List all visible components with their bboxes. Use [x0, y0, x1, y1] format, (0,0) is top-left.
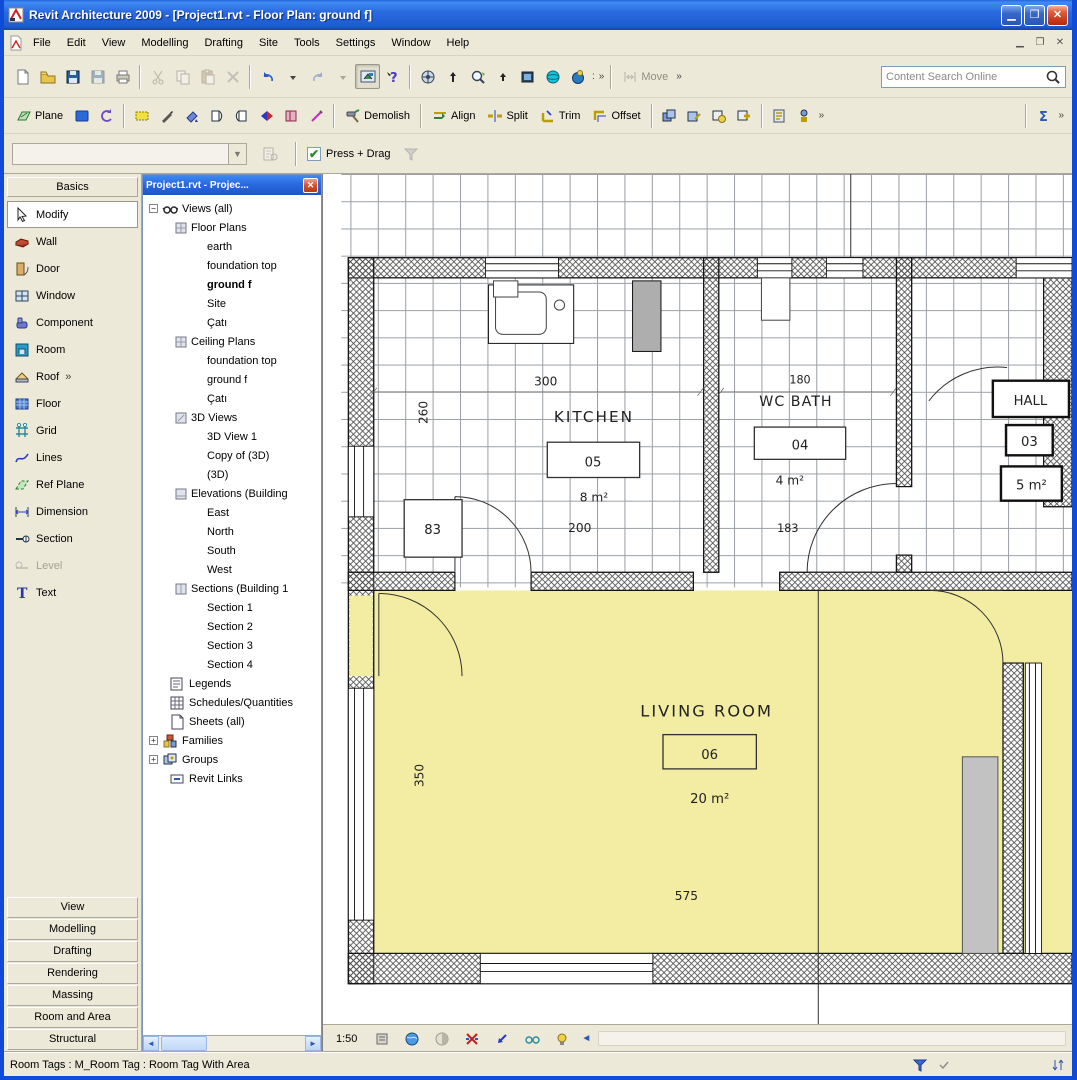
menu-window[interactable]: Window	[391, 36, 431, 49]
tree-item-section-4[interactable]: Section 4	[207, 658, 253, 671]
tree-item-sections[interactable]: Sections (Building 1	[145, 579, 321, 598]
designbar-tab-massing[interactable]: Massing	[7, 985, 138, 1006]
menu-file[interactable]: File	[33, 36, 51, 49]
designbar-item-lines[interactable]: Lines	[7, 444, 138, 471]
dim-wc-top: 180	[789, 373, 811, 387]
expand-icon[interactable]: +	[149, 755, 158, 764]
tree-item-schedules[interactable]: Schedules/Quantities	[145, 693, 321, 712]
element-properties-button[interactable]	[255, 142, 285, 166]
designbar-tab-drafting[interactable]: Drafting	[7, 941, 138, 962]
steering-wheel-button[interactable]	[415, 64, 440, 89]
tree-item-ceiling-ground-f[interactable]: ground f	[207, 373, 248, 386]
selection-box-button[interactable]	[129, 103, 154, 128]
crop-view-icon[interactable]	[459, 1026, 484, 1051]
schedule-icon	[169, 695, 185, 711]
room-area-living: 20 m²	[690, 792, 730, 808]
camera-view-button[interactable]	[565, 64, 590, 89]
split-button[interactable]: Split	[506, 109, 528, 122]
viewbar-scroll-left-icon[interactable]: ◄	[581, 1033, 592, 1044]
edit-toolbar	[4, 98, 1072, 134]
room-area-kitchen: 8 m²	[579, 490, 609, 505]
delete-button[interactable]	[220, 64, 245, 89]
project-browser-title: Project1.rvt - Projec...	[146, 179, 249, 191]
paint-button[interactable]	[179, 103, 204, 128]
text-icon	[14, 585, 30, 601]
modify-cursor-icon	[14, 207, 30, 223]
tree-item-families[interactable]: + Families	[145, 731, 321, 750]
align-button[interactable]: Align	[426, 103, 481, 128]
tree-item-ground-f[interactable]: ground f	[207, 278, 252, 291]
undo-dropdown[interactable]	[280, 64, 305, 89]
move-button[interactable]: Move	[616, 64, 674, 89]
floor-icon	[14, 396, 30, 412]
designbar-tab-rendering[interactable]: Rendering	[7, 963, 138, 984]
legends-icon	[169, 676, 185, 692]
filter-clear-icon[interactable]	[938, 1059, 950, 1071]
level-icon	[14, 558, 30, 574]
print-button[interactable]	[110, 64, 135, 89]
title-bar	[4, 0, 1072, 30]
join-geometry-button[interactable]	[229, 103, 254, 128]
toolbar-overflow-colon: :	[592, 71, 595, 82]
view-type-icon	[175, 488, 187, 500]
new-button[interactable]	[10, 64, 35, 89]
floor-plan-view[interactable]	[323, 174, 1072, 1024]
design-options-picker[interactable]	[1031, 103, 1056, 128]
dimension-icon	[14, 504, 30, 520]
move-overflow-chevron[interactable]: »	[676, 71, 682, 82]
tree-item-sheets[interactable]: Sheets (all)	[145, 712, 321, 731]
cut-button[interactable]	[145, 64, 170, 89]
section-box-button[interactable]	[515, 64, 540, 89]
search-icon[interactable]	[1045, 69, 1061, 85]
menu-help[interactable]: Help	[446, 36, 470, 49]
room-tag-living-number[interactable]: 06	[701, 747, 719, 763]
view-control-bar	[323, 1024, 1072, 1052]
component-icon	[14, 315, 30, 331]
tree-item-earth[interactable]: earth	[207, 240, 233, 253]
views-icon	[162, 201, 178, 217]
tree-item-copy-of-3d[interactable]: Copy of (3D)	[207, 449, 270, 462]
kitchen-sink	[496, 292, 547, 334]
zoom-button[interactable]	[465, 64, 490, 89]
wall-joins-button[interactable]	[254, 103, 279, 128]
reveal-hidden-elements-icon[interactable]	[549, 1026, 574, 1051]
shadows-icon[interactable]	[429, 1026, 454, 1051]
create-group-button[interactable]	[657, 103, 682, 128]
tree-item-3d[interactable]: (3D)	[207, 468, 229, 481]
room-label-living-room[interactable]: LIVING ROOM	[640, 701, 773, 721]
svg-text:T: T	[17, 585, 28, 601]
sheet-icon	[169, 714, 185, 730]
designbar-item-text[interactable]: T Text	[7, 579, 138, 606]
floor-plan-svg	[323, 174, 1072, 1024]
edit-overflow-chevron[interactable]: »	[818, 110, 825, 121]
tree-item-3d-views[interactable]: 3D Views	[145, 408, 321, 427]
redo-button[interactable]	[305, 64, 330, 89]
option-set-button[interactable]	[792, 103, 817, 128]
scale-button[interactable]: 1:50	[336, 1032, 358, 1045]
right-overflow-chevron[interactable]: »	[1058, 110, 1064, 121]
designbar-item-dimension[interactable]: Dimension	[7, 498, 138, 525]
document-icon	[8, 35, 24, 51]
filter-icon[interactable]	[912, 1057, 928, 1073]
designbar-item-grid[interactable]: Grid	[7, 417, 138, 444]
menu-modelling[interactable]: Modelling	[141, 36, 189, 49]
scrollbar-thumb[interactable]	[161, 1036, 207, 1051]
svg-text:?: ?	[389, 70, 398, 85]
menu-tools[interactable]: Tools	[293, 36, 320, 49]
grid-icon	[14, 423, 30, 439]
open-button[interactable]	[35, 64, 60, 89]
view-type-icon	[175, 583, 187, 595]
detail-level-icon[interactable]	[369, 1026, 394, 1051]
mdi-window-buttons	[1012, 37, 1068, 48]
menu-view[interactable]: View	[101, 36, 126, 49]
groups-icon	[162, 752, 178, 768]
tree-item-north[interactable]: North	[207, 525, 234, 538]
zoom-dropdown[interactable]	[490, 64, 515, 89]
filter-selection-button[interactable]	[399, 141, 424, 166]
project-browser-titlebar[interactable]	[143, 175, 321, 195]
dim-kitchen-bottom: 200	[568, 520, 592, 535]
designbar-item-ref-plane[interactable]: Ref Plane	[7, 471, 138, 498]
wall-icon	[14, 234, 30, 250]
tree-item-views-all[interactable]: − Views (all)	[145, 199, 321, 218]
column	[633, 281, 661, 352]
menu-drafting[interactable]: Drafting	[204, 36, 243, 49]
design-bar	[4, 174, 142, 1052]
svg-text:Σ: Σ	[1038, 109, 1048, 124]
scroll-right-icon[interactable]: ►	[305, 1036, 321, 1051]
tree-item-cati[interactable]: Çatı	[207, 316, 228, 329]
main-area	[4, 174, 1072, 1052]
roof-icon	[14, 369, 30, 385]
room-label-kitchen[interactable]: KITCHEN	[553, 408, 635, 427]
designbar-tab-view[interactable]: View	[7, 897, 138, 918]
mdi-restore-icon[interactable]: ❐	[1035, 37, 1045, 48]
designbar-header-basics[interactable]: Basics	[7, 177, 138, 197]
designbar-item-floor[interactable]: Floor	[7, 390, 138, 417]
load-group-button[interactable]	[732, 103, 757, 128]
dim-living-side: 350	[412, 763, 427, 788]
room-tag-wc-number[interactable]: 04	[791, 438, 809, 454]
show-crop-region-icon[interactable]	[489, 1026, 514, 1051]
designbar-item-window[interactable]: Window	[7, 282, 138, 309]
window-icon	[14, 288, 30, 304]
view-type-icon	[175, 412, 187, 424]
designbar-tab-structural[interactable]: Structural	[7, 1029, 138, 1050]
tree-item-3d-view-1[interactable]: 3D View 1	[207, 430, 257, 443]
browser-horizontal-scrollbar[interactable]	[143, 1035, 321, 1051]
room-icon	[14, 342, 30, 358]
default-3d-view-button[interactable]	[355, 64, 380, 89]
designbar-item-level[interactable]: Level	[7, 552, 138, 579]
options-bar	[4, 134, 1072, 174]
match-type-button[interactable]	[154, 103, 179, 128]
undo-button[interactable]	[255, 64, 280, 89]
designbar-tab-room-and-area[interactable]: Room and Area	[7, 1007, 138, 1028]
type-selector-combo[interactable]	[12, 143, 247, 165]
press-drag-checkbox[interactable]: ✔	[308, 146, 320, 161]
project-browser-close-icon[interactable]: ✕	[303, 178, 318, 193]
minimize-button[interactable]: ▁	[1001, 5, 1022, 26]
press-drag-label: Press + Drag	[326, 147, 391, 160]
families-icon	[162, 733, 178, 749]
type-selector-value	[13, 144, 228, 164]
mdi-close-icon[interactable]: ✕	[1055, 37, 1065, 48]
tree-item-groups[interactable]: + Groups	[145, 750, 321, 769]
dim-kitchen-top: 300	[534, 374, 558, 389]
revit-links-icon	[169, 771, 185, 787]
sort-toggle-icon[interactable]	[1050, 1057, 1066, 1073]
content-search-box	[881, 66, 1066, 88]
orbit-view-button[interactable]	[540, 64, 565, 89]
flyout-arrow-icon: »	[65, 370, 72, 383]
window-title: Revit Architecture 2009 - [Project1.rvt - Floor Plan: ground f]	[29, 8, 372, 22]
room-tag-kitchen-number[interactable]: 05	[584, 455, 602, 471]
expand-icon[interactable]: +	[149, 736, 158, 745]
pan-button[interactable]	[440, 64, 465, 89]
context-help-button[interactable]	[380, 64, 405, 89]
drawing-area	[322, 174, 1072, 1052]
designbar-tab-modelling[interactable]: Modelling	[7, 919, 138, 940]
menu-bar	[4, 30, 1072, 56]
redo-dropdown[interactable]	[330, 64, 355, 89]
trim-button[interactable]: Trim	[534, 103, 587, 128]
restore-button[interactable]: ❐	[1024, 5, 1045, 26]
paste-button[interactable]	[195, 64, 220, 89]
room-area-hall: 5 m²	[1016, 478, 1047, 494]
section-icon	[14, 531, 30, 547]
tree-item-site[interactable]: Site	[207, 297, 226, 310]
demolish-button[interactable]: Demolish	[339, 103, 416, 128]
toolbar-overflow-chevron[interactable]: »	[598, 71, 605, 82]
plan-type-icon	[175, 336, 187, 348]
designbar-item-room[interactable]: Room	[7, 336, 138, 363]
menu-edit[interactable]: Edit	[66, 36, 86, 49]
save-button[interactable]	[60, 64, 85, 89]
cut-geometry-button[interactable]	[204, 103, 229, 128]
scroll-left-icon[interactable]: ◄	[143, 1036, 159, 1051]
dim-wc-bottom: 183	[777, 521, 799, 535]
furniture-cabinet	[962, 757, 998, 954]
chevron-down-icon[interactable]: ▼	[228, 144, 246, 164]
designbar-item-component[interactable]: Component	[7, 309, 138, 336]
temporary-hide-isolate-icon[interactable]	[519, 1026, 544, 1051]
status-text: Room Tags : M_Room Tag : Room Tag With Area	[10, 1058, 250, 1071]
tree-item-east[interactable]: East	[207, 506, 230, 519]
lines-icon	[14, 450, 30, 466]
dim-living-bottom: 575	[674, 889, 698, 903]
project-browser	[142, 174, 322, 1052]
room-area-wc: 4 m²	[775, 473, 805, 488]
rotate-button[interactable]	[94, 103, 119, 128]
standard-toolbar	[4, 56, 1072, 98]
canvas-horizontal-scrollbar[interactable]	[598, 1031, 1066, 1046]
content-search-input[interactable]	[886, 71, 1041, 83]
app-icon	[8, 7, 24, 23]
tree-item-ceiling-cati[interactable]: Çatı	[207, 392, 228, 405]
tree-item-south[interactable]: South	[207, 544, 236, 557]
designbar-item-section[interactable]: Section	[7, 525, 138, 552]
designbar-item-door[interactable]: Door	[7, 255, 138, 282]
mdi-minimize-icon[interactable]: ▁	[1016, 37, 1024, 48]
tree-item-ceiling-foundation-top[interactable]: foundation top	[207, 354, 277, 367]
design-option-button[interactable]	[767, 103, 792, 128]
menu-site[interactable]: Site	[258, 36, 278, 49]
project-browser-tree	[143, 195, 321, 1035]
save-all-button[interactable]	[85, 64, 110, 89]
tree-item-elevations[interactable]: Elevations (Building	[145, 484, 321, 503]
tree-item-section-2[interactable]: Section 2	[207, 620, 253, 633]
designbar-item-wall[interactable]: Wall	[7, 228, 138, 255]
edit-group-button[interactable]	[682, 103, 707, 128]
room-tag-hall-number[interactable]: 03	[1020, 435, 1038, 451]
status-bar	[4, 1052, 1072, 1076]
plan-type-icon	[175, 222, 187, 234]
link-group-button[interactable]	[707, 103, 732, 128]
close-button[interactable]: ✕	[1047, 5, 1068, 26]
room-label-hall[interactable]: HALL	[1013, 393, 1048, 409]
tree-item-floor-plans[interactable]: Floor Plans	[145, 218, 321, 237]
tree-item-west[interactable]: West	[207, 563, 232, 576]
tree-item-revit-links[interactable]: Revit Links	[145, 769, 321, 788]
room-label-wc-bath[interactable]: WC BATH	[759, 393, 833, 410]
ref-plane-icon	[14, 477, 30, 493]
window-tag-number: 83	[424, 523, 442, 538]
dim-kitchen-side: 260	[416, 400, 431, 425]
linework-button[interactable]	[304, 103, 329, 128]
model-graphics-style-icon[interactable]	[399, 1026, 424, 1051]
tree-item-foundation-top[interactable]: foundation top	[207, 259, 277, 272]
copy-button[interactable]	[170, 64, 195, 89]
offset-button[interactable]: Offset	[586, 103, 646, 128]
tree-item-legends[interactable]: Legends	[145, 674, 321, 693]
collapse-icon[interactable]: −	[149, 204, 158, 213]
work-plane-button[interactable]: Plane	[10, 103, 69, 128]
tree-item-ceiling-plans[interactable]: Ceiling Plans	[145, 332, 321, 351]
tree-item-section-3[interactable]: Section 3	[207, 639, 253, 652]
menu-settings[interactable]: Settings	[335, 36, 376, 49]
door-icon	[14, 261, 30, 277]
tree-item-section-1[interactable]: Section 1	[207, 601, 253, 614]
work-plane-visibility-button[interactable]	[69, 103, 94, 128]
designbar-item-roof[interactable]: Roof »	[7, 363, 138, 390]
split-face-button[interactable]	[279, 103, 304, 128]
designbar-item-modify[interactable]: Modify	[7, 201, 138, 228]
